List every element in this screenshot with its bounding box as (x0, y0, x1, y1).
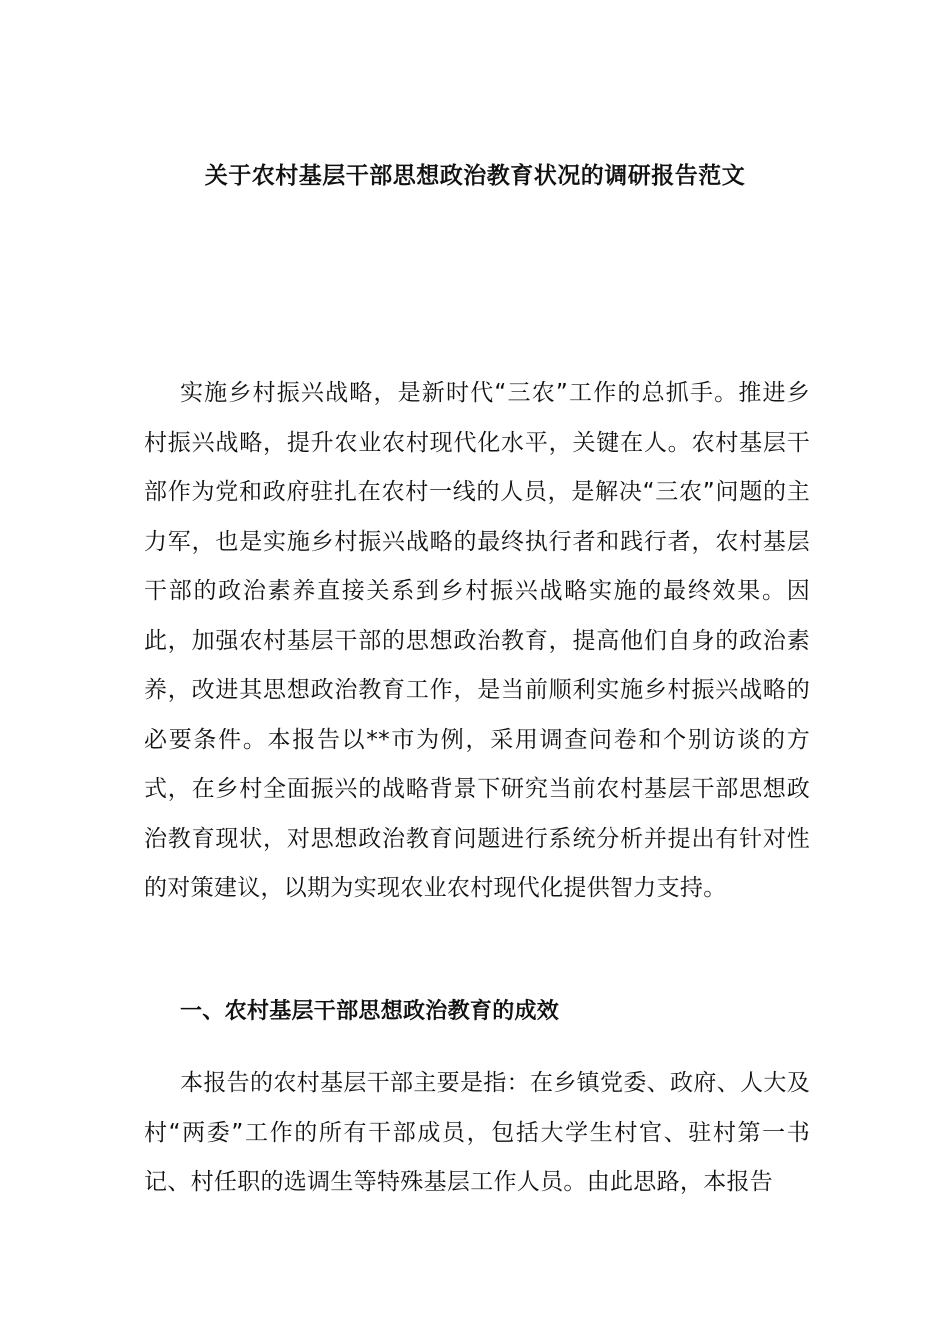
section-1-paragraph: 本报告的农村基层干部主要是指：在乡镇党委、政府、人大及村“两委”工作的所有干部成员，包括大学生村官、驻村第一书记、村任职的选调生等特殊基层工作人员。由此思路，本报告 (144, 1070, 810, 1195)
document-title: 关于农村基层干部思想政治教育状况的调研报告范文 (204, 163, 746, 189)
intro-paragraph: 实施乡村振兴战略，是新时代“三农”工作的总抓手。推进乡村振兴战略，提升农业农村现代化水平，关键在人。农村基层干部作为党和政府驻扎在农村一线的人员，是解决“三农”问题的主力军，也是实施乡村振兴战略的最终执行者和践行者，农村基层干部的政治素养直接关系到乡村振兴战略实施的最终效果。因此，加强农村基层干部的思想政治教育，提高他们自身的政治素养，改进其思想政治教育工作，是当前顺利实施乡村振兴战略的必要条件。本报告以**市为例，采用调查问卷和个别访谈的方式，在乡村全面振兴的战略背景下研究当前农村基层干部思想政治教育现状，对思想政治教育问题进行系统分析并提出有针对性的对策建议，以期为实现农业农村现代化提供智力支持。 (144, 380, 810, 901)
section-1-heading: 一、农村基层干部思想政治教育的成效 (180, 999, 560, 1024)
